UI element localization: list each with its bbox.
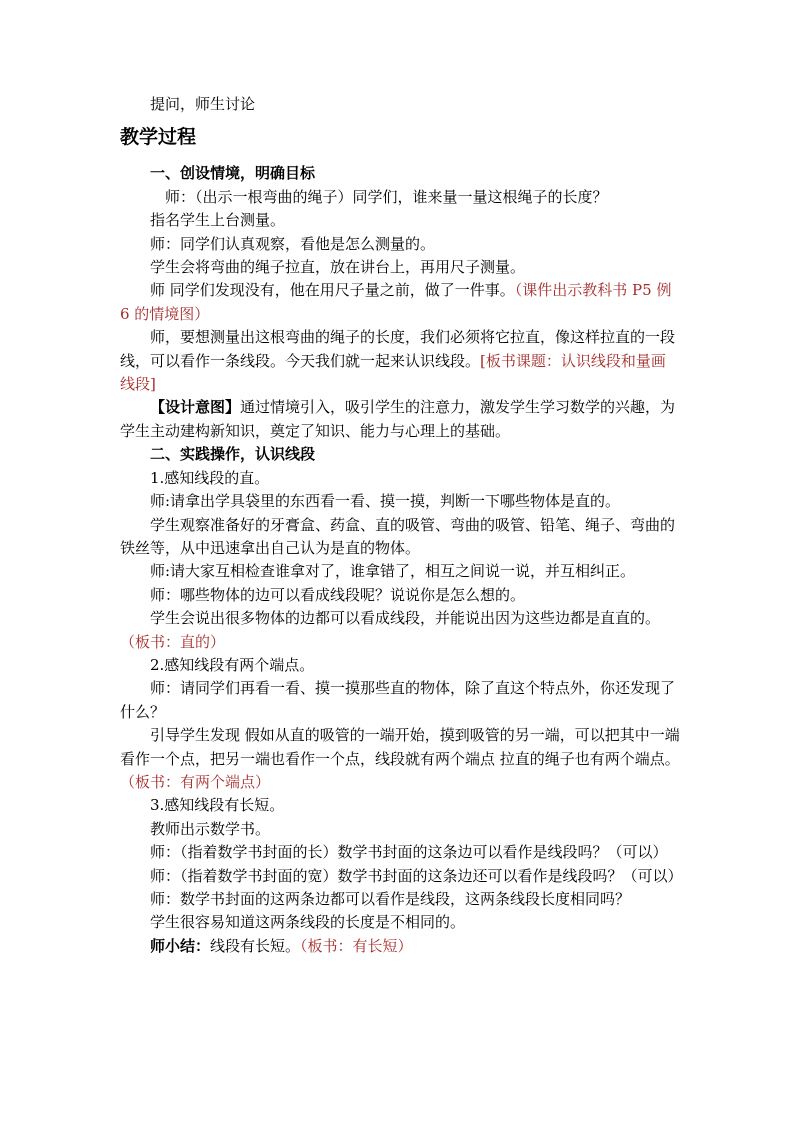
blackboard-note: （板书：直的） bbox=[120, 632, 226, 651]
paragraph: 3.感知线段有长短。 bbox=[150, 796, 285, 815]
paragraph-text: 师 同学们发现没有，他在用尺子量之前，做了一件事。 bbox=[150, 281, 515, 300]
paragraph bbox=[120, 607, 680, 654]
paragraph: 师：（指着数学书封面的宽）数学书封面的这条边还可以看作是线段吗？（可以） bbox=[150, 866, 683, 885]
paragraph: 提问，师生讨论 bbox=[150, 95, 256, 113]
paragraph: 学生很容易知道这两条线段的长度是不相同的。 bbox=[150, 913, 466, 932]
section-heading: 二、实践操作，认识线段 bbox=[150, 445, 316, 464]
paragraph: 学生观察准备好的牙膏盒、药盒、直的吸管、弯曲的吸管、铅笔、绳子、弯曲的铁丝等，从中迅速拿出自己认为是直的物体。 bbox=[120, 515, 676, 557]
paragraph-text: 学生会说出很多物体的边都可以看成线段，并能说出因为这些边都是直直的。 bbox=[150, 609, 661, 628]
paragraph bbox=[120, 935, 680, 958]
blackboard-note: （板书：有长短） bbox=[300, 936, 413, 955]
section-title: 教学过程 bbox=[120, 126, 197, 149]
paragraph: 师：数学书封面的这两条边都可以看作是线段，这两条线段长度相同吗？ bbox=[150, 890, 631, 908]
paragraph: 师：请同学们再看一看、摸一摸那些直的物体，除了直这个特点外，你还发现了什么？ bbox=[120, 679, 676, 721]
paragraph: 教师出示数学书。 bbox=[150, 819, 271, 838]
paragraph: 师:请拿出学具袋里的东西看一看、摸一摸，判断一下哪些物体是直的。 bbox=[150, 492, 621, 511]
document-page bbox=[120, 93, 683, 958]
paragraph bbox=[120, 396, 680, 443]
design-intent-label: 【设计意图】 bbox=[150, 398, 241, 417]
paragraph: 2.感知线段有两个端点。 bbox=[150, 655, 315, 674]
courseware-note: （课件出示教科书 P5 例 6 的情境图） bbox=[120, 281, 672, 323]
paragraph: 师：同学们认真观察，看他是怎么测量的。 bbox=[150, 234, 436, 253]
paragraph bbox=[120, 724, 680, 794]
paragraph: 学生会将弯曲的绳子拉直，放在讲台上，再用尺子测量。 bbox=[150, 258, 526, 277]
paragraph: 1.感知线段的直。 bbox=[150, 468, 270, 487]
paragraph-text: 师，要想测量出这根弯曲的绳子的长度，我们必须将它拉直，像这样拉直的一段线，可以看作一条线段。今天我们就一起来认识线段。 bbox=[120, 328, 676, 370]
paragraph: 师：（出示一根弯曲的绳子）同学们，谁来量一量这根绳子的长度？ bbox=[165, 187, 608, 206]
paragraph: 师:请大家互相检查谁拿对了，谁拿错了，相互之间说一说，并互相纠正。 bbox=[150, 562, 636, 581]
paragraph-text: 通过情境引入，吸引学生的注意力，激发学生学习数学的兴趣，为学生主动建构新知识，奠定了知识、能力与心理上的基础。 bbox=[120, 398, 676, 440]
blackboard-note: （板书：有两个端点） bbox=[120, 772, 271, 791]
paragraph: 师：哪些物体的边可以看成线段呢？说说你是怎么想的。 bbox=[150, 585, 526, 604]
summary-label: 师小结： bbox=[150, 936, 211, 955]
paragraph-text: 线段有长短。 bbox=[210, 936, 301, 955]
paragraph-text: 引导学生发现 假如从直的吸管的一端开始，摸到吸管的另一端，可以把其中一端看作一个点，把另一端也看作一个点，线段就有两个端点 拉直的绳子也有两个端点。 bbox=[120, 726, 680, 768]
blackboard-note: [板书课题：认识线段和量画线段] bbox=[120, 351, 666, 394]
paragraph bbox=[120, 279, 680, 326]
paragraph: 师：（指着数学书封面的长）数学书封面的这条边可以看作是线段吗？（可以） bbox=[150, 843, 668, 862]
paragraph: 指名学生上台测量。 bbox=[150, 211, 286, 230]
paragraph bbox=[120, 326, 680, 396]
section-heading: 一、创设情境，明确目标 bbox=[150, 164, 316, 183]
